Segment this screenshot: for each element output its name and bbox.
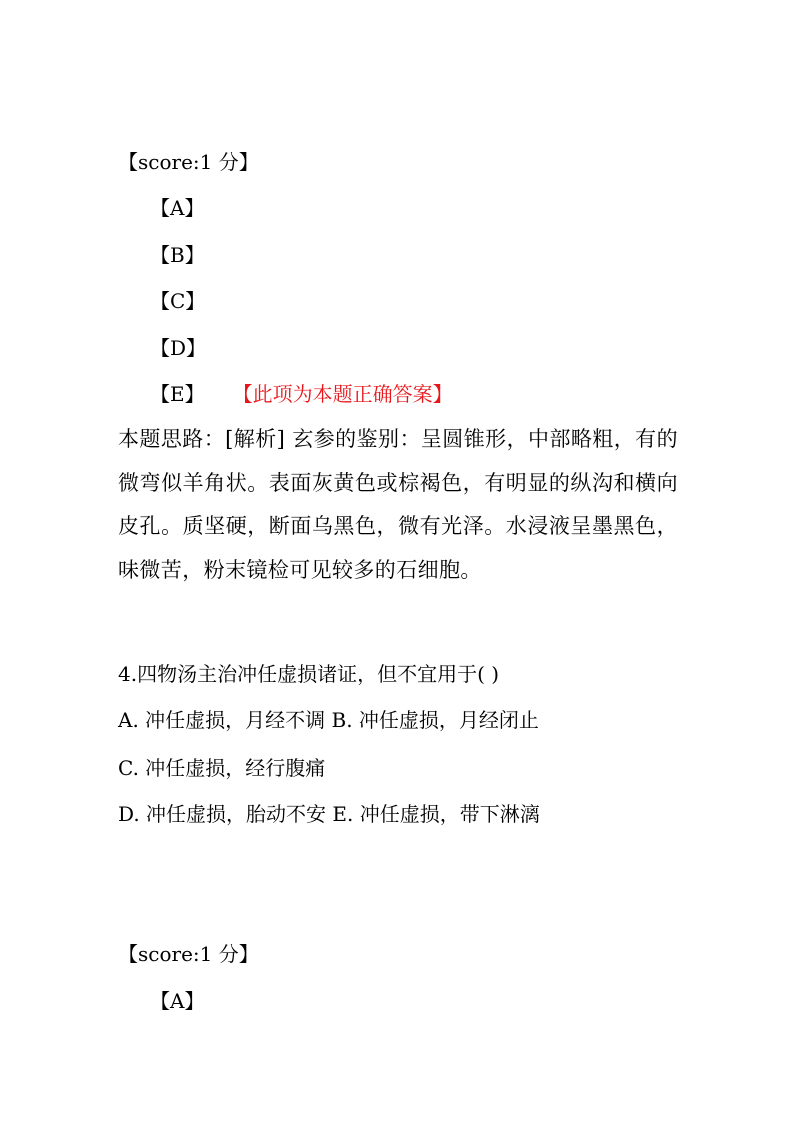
option-a-2: 【A】 bbox=[150, 989, 205, 1013]
score-label: 【score:1 分】 bbox=[118, 150, 259, 174]
choice-line-2: C. 冲任虚损，经行腹痛 bbox=[118, 756, 326, 780]
option-a: 【A】 bbox=[150, 196, 205, 220]
option-c: 【C】 bbox=[150, 289, 206, 313]
option-e bbox=[150, 382, 453, 406]
correct-answer-flag: 【此项为本题正确答案】 bbox=[242, 382, 453, 406]
option-b: 【B】 bbox=[150, 243, 205, 267]
option-d: 【D】 bbox=[150, 336, 207, 360]
explanation-paragraph: 本题思路：[解析] 玄参的鉴别：呈圆锥形，中部略粗，有的微弯似羊角状。表面灰黄色或棕褐色，有明显的纵沟和横向皮孔。质坚硬，断面乌黑色，微有光泽。水浸液呈墨黑色，味微苦，粉末镜检可见较多的石细胞。 bbox=[118, 427, 678, 582]
choice-line-1: A. 冲任虚损，月经不调 B. 冲任虚损，月经闭止 bbox=[118, 708, 539, 732]
option-e-label: 【E】 bbox=[150, 382, 205, 406]
question-stem: 4.四物汤主治冲任虚损诸证，但不宜用于( ) bbox=[118, 662, 500, 686]
choice-line-3: D. 冲任虚损，胎动不安 E. 冲任虚损，带下淋漓 bbox=[118, 802, 540, 826]
score-label-2: 【score:1 分】 bbox=[118, 942, 259, 966]
